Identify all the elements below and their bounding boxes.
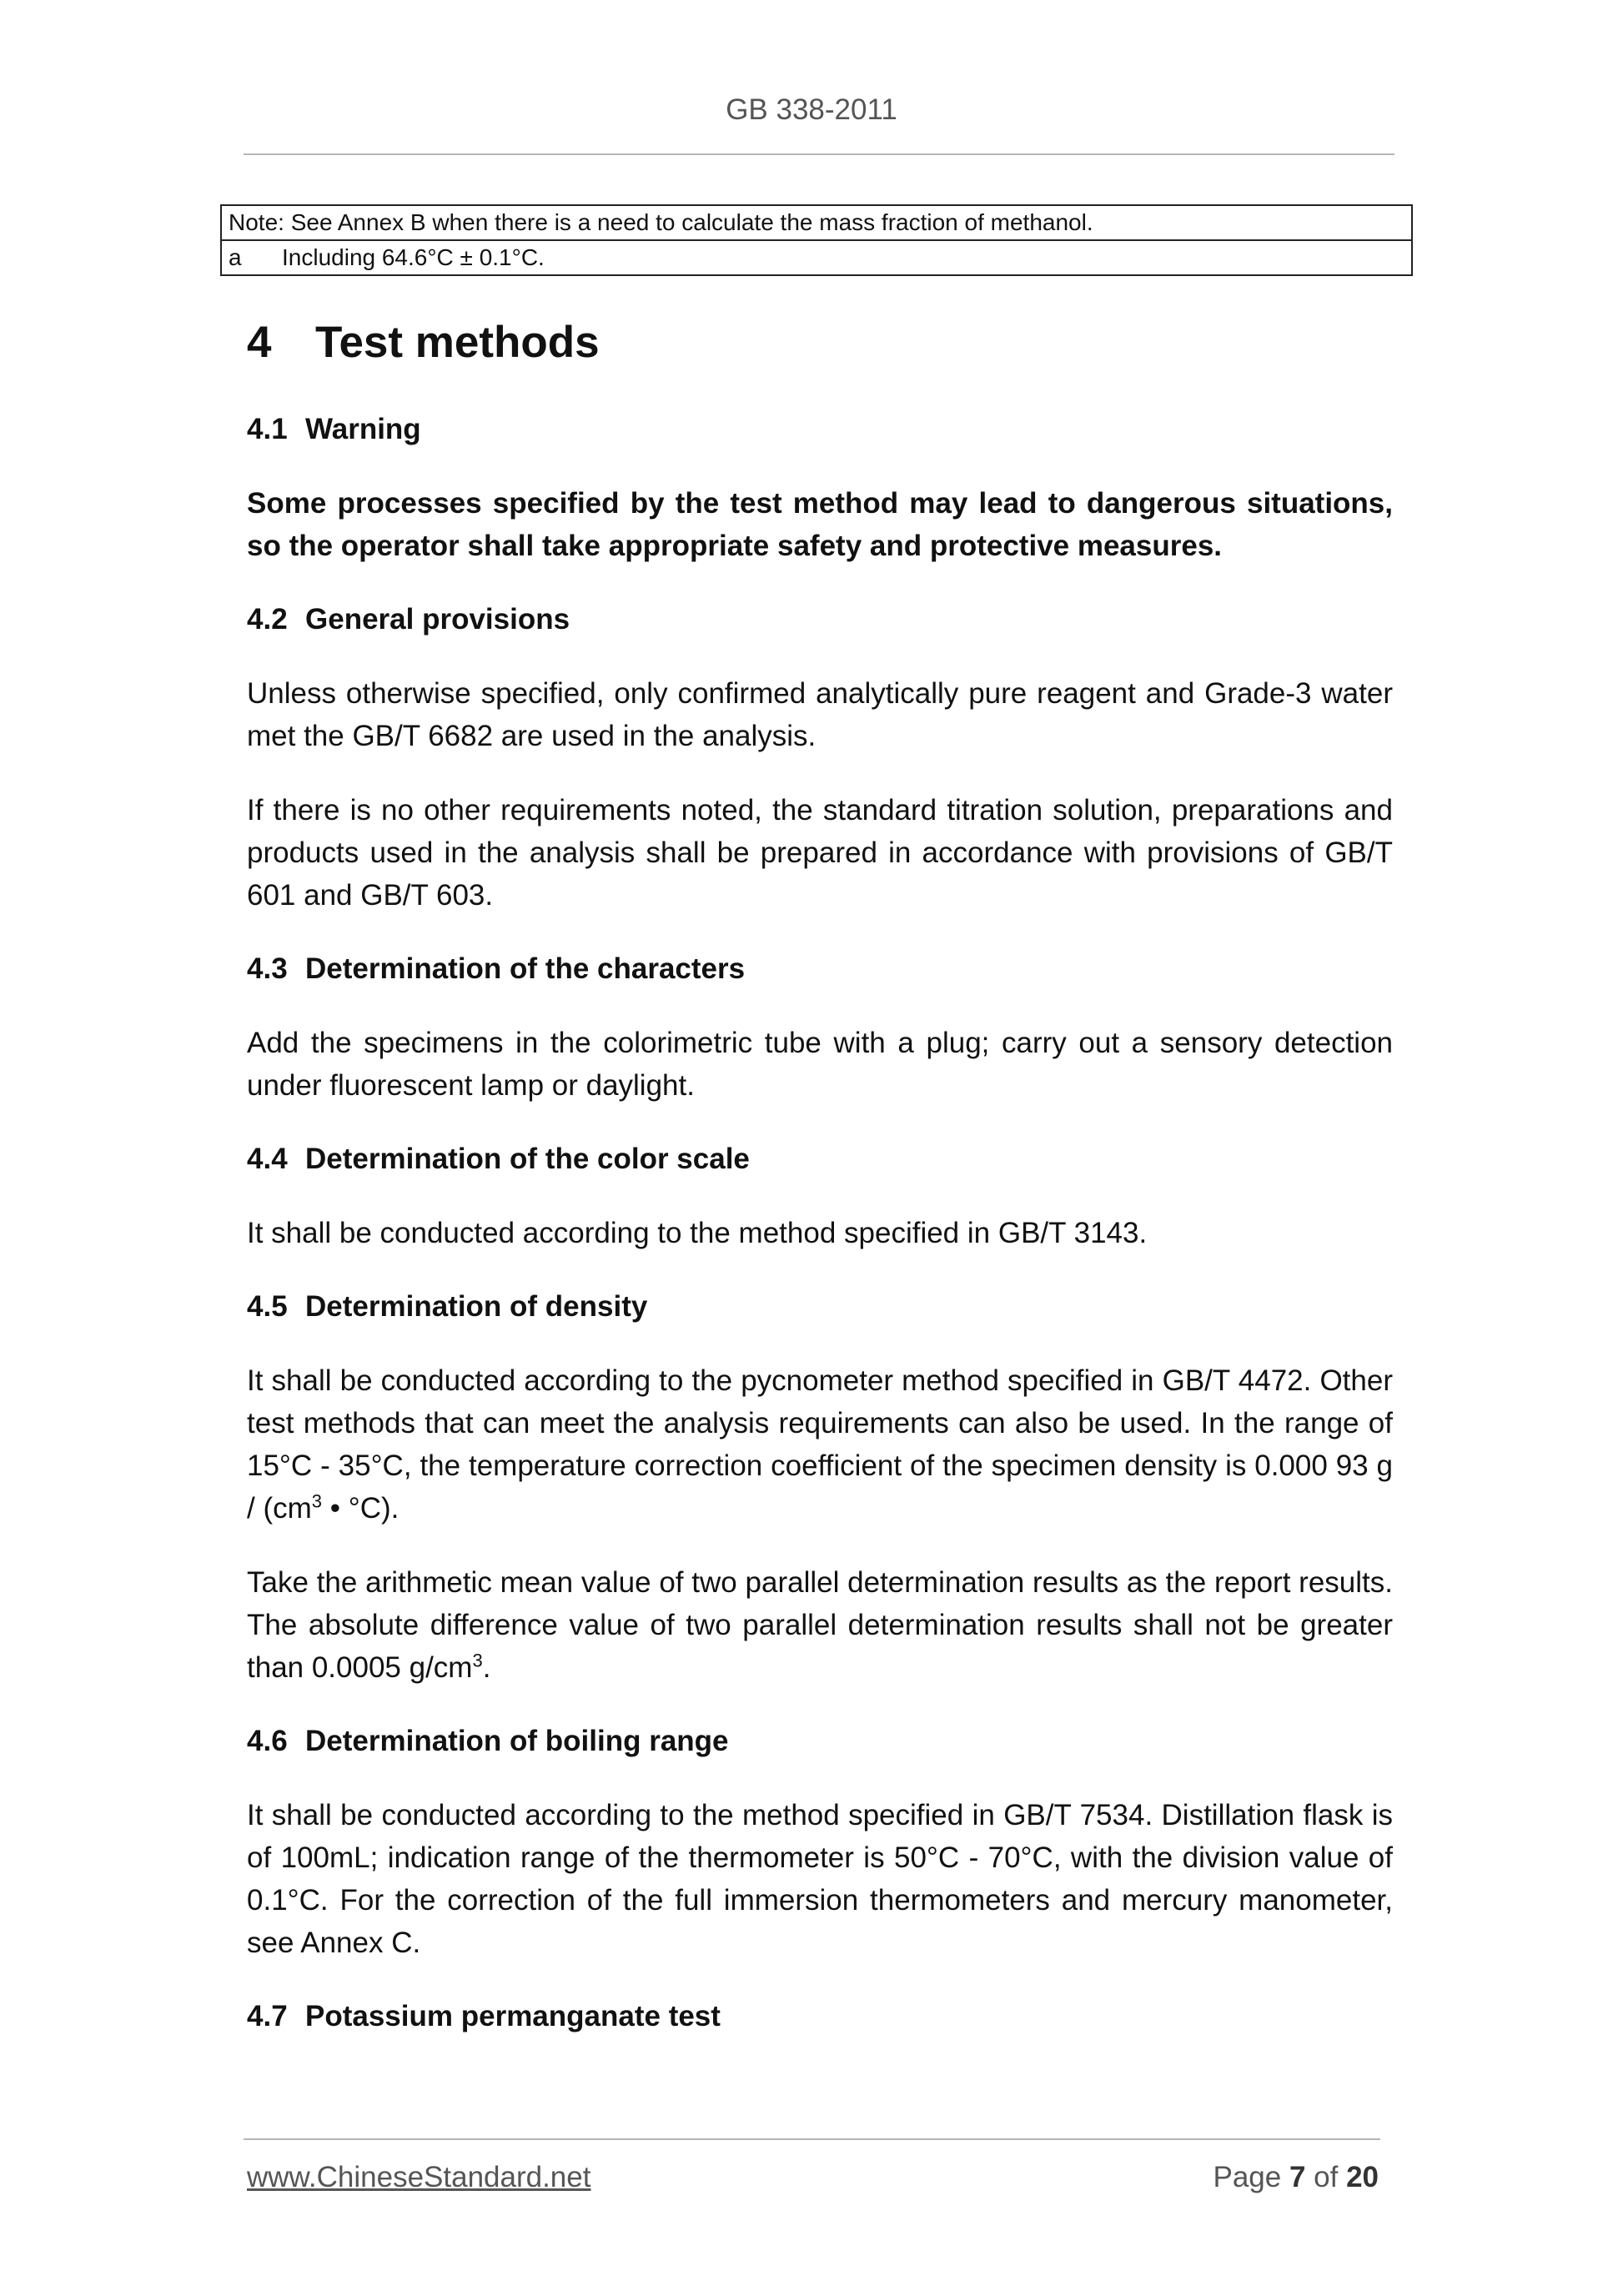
subsection-heading-4-7 (247, 1996, 1393, 2037)
paragraph: It shall be conducted according to the method specified in GB/T 7534. Distillation flask is of 100mL; indication range of the thermometer is 50°C - 70°C, with the division value of 0.1°C. For the correction of the full immersion thermometers and mercury manometer, see Annex C. (247, 1799, 1393, 1959)
header-divider (244, 153, 1394, 155)
subsection-number: 4.4 (247, 1143, 288, 1175)
footnote-mark: a (229, 244, 242, 270)
subsection-title: Determination of the characters (305, 952, 746, 985)
subsection-title: Determination of density (305, 1290, 648, 1323)
paragraph (247, 1561, 1393, 1689)
page-current: 7 (1289, 2161, 1306, 2193)
subsection-number: 4.5 (247, 1290, 288, 1323)
superscript: 3 (311, 1490, 323, 1512)
paragraph: It shall be conducted according to the method specified in GB/T 3143. (247, 1217, 1148, 1249)
page-number (1213, 2161, 1379, 2194)
subsection-title: Determination of the color scale (305, 1143, 750, 1175)
superscript: 3 (472, 1650, 483, 1671)
paragraph: Add the specimens in the colorimetric tube with a plug; carry out a sensory detection under fluorescent lamp or daylight. (247, 1027, 1393, 1102)
warning-text: Some processes specified by the test method may lead to dangerous situations, so the operator shall take appropriate safety and protective measures. (247, 487, 1393, 562)
paragraph (247, 1359, 1393, 1530)
subsection-heading-4-2 (247, 599, 1393, 641)
footnote-row (221, 240, 1412, 275)
paragraph-text: • °C). (322, 1492, 399, 1525)
paragraph: If there is no other requirements noted, the standard titration solution, preparations and products used in the analysis shall be prepared in accordance with provisions of GB/T 601 and GB/T 603. (247, 794, 1393, 912)
section-title: Test methods (315, 318, 600, 367)
subsection-title: Warning (305, 413, 421, 445)
subsection-title: Determination of boiling range (305, 1725, 729, 1757)
subsection-heading-4-5 (247, 1286, 1393, 1328)
page-header: GB 338-2011 (726, 93, 897, 126)
subsection-number: 4.7 (247, 2000, 288, 2032)
footnote-cell (221, 240, 1412, 275)
document-body (247, 315, 1393, 2069)
section-heading (247, 315, 1393, 370)
subsection-heading-4-4 (247, 1138, 1393, 1180)
page-total: 20 (1346, 2161, 1379, 2193)
footnote-text: Including 64.6°C ± 0.1°C. (282, 244, 545, 270)
subsection-number: 4.2 (247, 603, 288, 636)
subsection-title: Potassium permanganate test (305, 2000, 721, 2032)
paragraph-text: It shall be conducted according to the pycnometer method specified in GB/T 4472. Other test methods that can meet the analysis requirements can also be used. In the range of 15°C - 35°C, the temperature correction coefficient of the specimen density is 0.000 93 g / (cm (247, 1364, 1393, 1525)
paragraph: Unless otherwise specified, only confirmed analytically pure reagent and Grade-3 water met the GB/T 6682 are used in the analysis. (247, 677, 1393, 752)
website-link[interactable]: www.ChineseStandard.net (247, 2161, 591, 2193)
paragraph-text: Take the arithmetic mean value of two parallel determination results as the report results. The absolute difference value of two parallel determination results shall not be greater than 0.0005 g/cm (247, 1566, 1393, 1684)
page-prefix: Page (1213, 2161, 1289, 2193)
subsection-heading-4-6 (247, 1721, 1393, 1762)
section-number: 4 (247, 318, 272, 367)
subsection-number: 4.6 (247, 1725, 288, 1757)
subsection-number: 4.1 (247, 413, 288, 445)
note-row (221, 205, 1412, 240)
subsection-heading-4-1 (247, 409, 1393, 450)
subsection-title: General provisions (305, 603, 570, 636)
footer-divider (244, 2138, 1380, 2140)
note-table (220, 204, 1413, 276)
page-mid: of (1305, 2161, 1347, 2193)
paragraph-text: . (482, 1651, 491, 1684)
subsection-number: 4.3 (247, 952, 288, 985)
subsection-heading-4-3 (247, 948, 1393, 990)
note-cell: Note: See Annex B when there is a need to calculate the mass fraction of methanol. (221, 205, 1412, 240)
